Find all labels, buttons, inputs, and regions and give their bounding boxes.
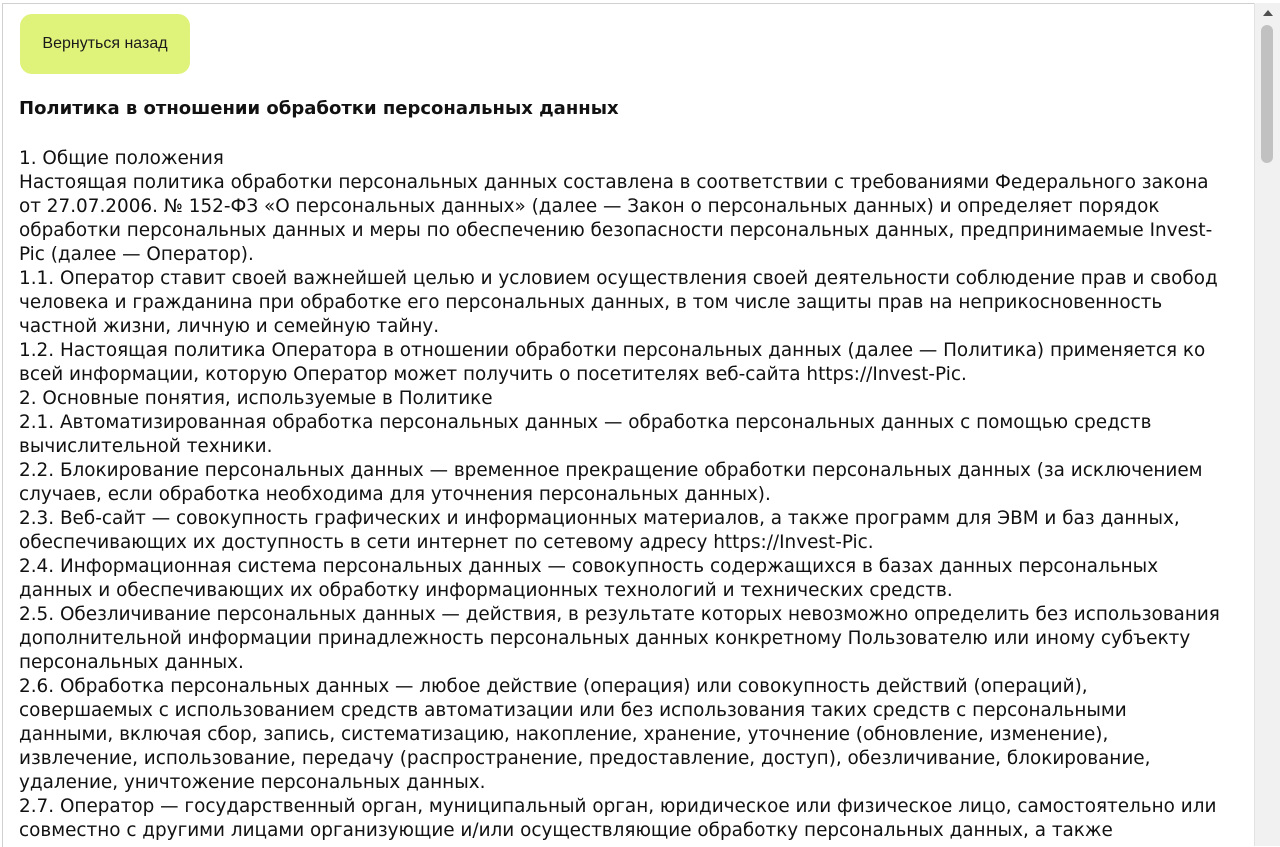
policy-line: от 27.07.2006. № 152-ФЗ «О персональных данных» (далее — Закон о персональных данных) и определяет порядок <box>19 196 1160 217</box>
scroll-up-arrow-icon[interactable] <box>1263 10 1273 16</box>
policy-line: дополнительной информации принадлежность персональных данных конкретному Пользователю или иному субъекту <box>19 628 1191 649</box>
policy-line: совершаемых с использованием средств автоматизации или без использования таких средств с персональными <box>19 700 1127 721</box>
policy-line: случаев, если обработка необходима для уточнения персональных данных). <box>19 484 771 505</box>
vertical-scrollbar[interactable] <box>1254 3 1280 846</box>
page-viewport <box>2 3 1255 847</box>
scrollbar-thumb[interactable] <box>1261 25 1273 163</box>
policy-line: Настоящая политика обработки персональных данных составлена в соответствии с требованиями Федерального закона <box>19 172 1209 193</box>
policy-line: 2.1. Автоматизированная обработка персональных данных — обработка персональных данных с помощью средств <box>19 412 1152 433</box>
policy-line: человека и гражданина при обработке его персональных данных, в том числе защиты прав на неприкосновенность <box>19 292 1163 313</box>
policy-line: 2. Основные понятия, используемые в Политике <box>19 388 493 409</box>
policy-line: 2.6. Обработка персональных данных — любое действие (операция) или совокупность действий (операций), <box>19 676 1088 697</box>
policy-document <box>19 96 1243 843</box>
policy-line: всей информации, которую Оператор может получить о посетителях веб-сайта https://Invest-Pic. <box>19 364 967 385</box>
policy-line: совместно с другими лицами организующие и/или осуществляющие обработку персональных данных, а также <box>19 820 1113 841</box>
policy-line: Pic (далее — Оператор). <box>19 244 254 265</box>
policy-line: извлечение, использование, передачу (распространение, предоставление, доступ), обезличивание, блокирование, <box>19 748 1151 769</box>
page-title: Политика в отношении обработки персональных данных <box>19 98 619 119</box>
policy-line: данных и обеспечивающих их обработку информационных технологий и технических средств. <box>19 580 953 601</box>
policy-line: 2.7. Оператор — государственный орган, муниципальный орган, юридическое или физическое лицо, самостоятельно или <box>19 796 1217 817</box>
policy-line: 1.1. Оператор ставит своей важнейшей целью и условием осуществления своей деятельности соблюдение прав и свобод <box>19 268 1218 289</box>
policy-text <box>19 147 1243 843</box>
policy-line: вычислительной техники. <box>19 436 273 457</box>
policy-line: 2.2. Блокирование персональных данных — временное прекращение обработки персональных данных (за исключением <box>19 460 1203 481</box>
policy-line: 2.4. Информационная система персональных данных — совокупность содержащихся в базах данных персональных <box>19 556 1159 577</box>
back-button[interactable]: Вернуться назад <box>20 14 190 74</box>
policy-line: обеспечивающих их доступность в сети интернет по сетевому адресу https://Invest-Pic. <box>19 532 874 553</box>
policy-line: 1.2. Настоящая политика Оператора в отношении обработки персональных данных (далее — Политика) применяется ко <box>19 340 1206 361</box>
policy-line: персональных данных. <box>19 652 244 673</box>
policy-line: 2.3. Веб-сайт — совокупность графических и информационных материалов, а также программ для ЭВМ и баз данных, <box>19 508 1180 529</box>
policy-line: обработки персональных данных и меры по обеспечению безопасности персональных данных, предпринимаемые Invest- <box>19 220 1213 241</box>
policy-line: 2.5. Обезличивание персональных данных — действия, в результате которых невозможно определить без использования <box>19 604 1220 625</box>
policy-line: 1. Общие положения <box>19 148 224 169</box>
policy-line: данными, включая сбор, запись, систематизацию, накопление, хранение, уточнение (обновление, изменение), <box>19 724 1109 745</box>
policy-line: удаление, уничтожение персональных данных. <box>19 772 486 793</box>
policy-line: частной жизни, личную и семейную тайну. <box>19 316 440 337</box>
